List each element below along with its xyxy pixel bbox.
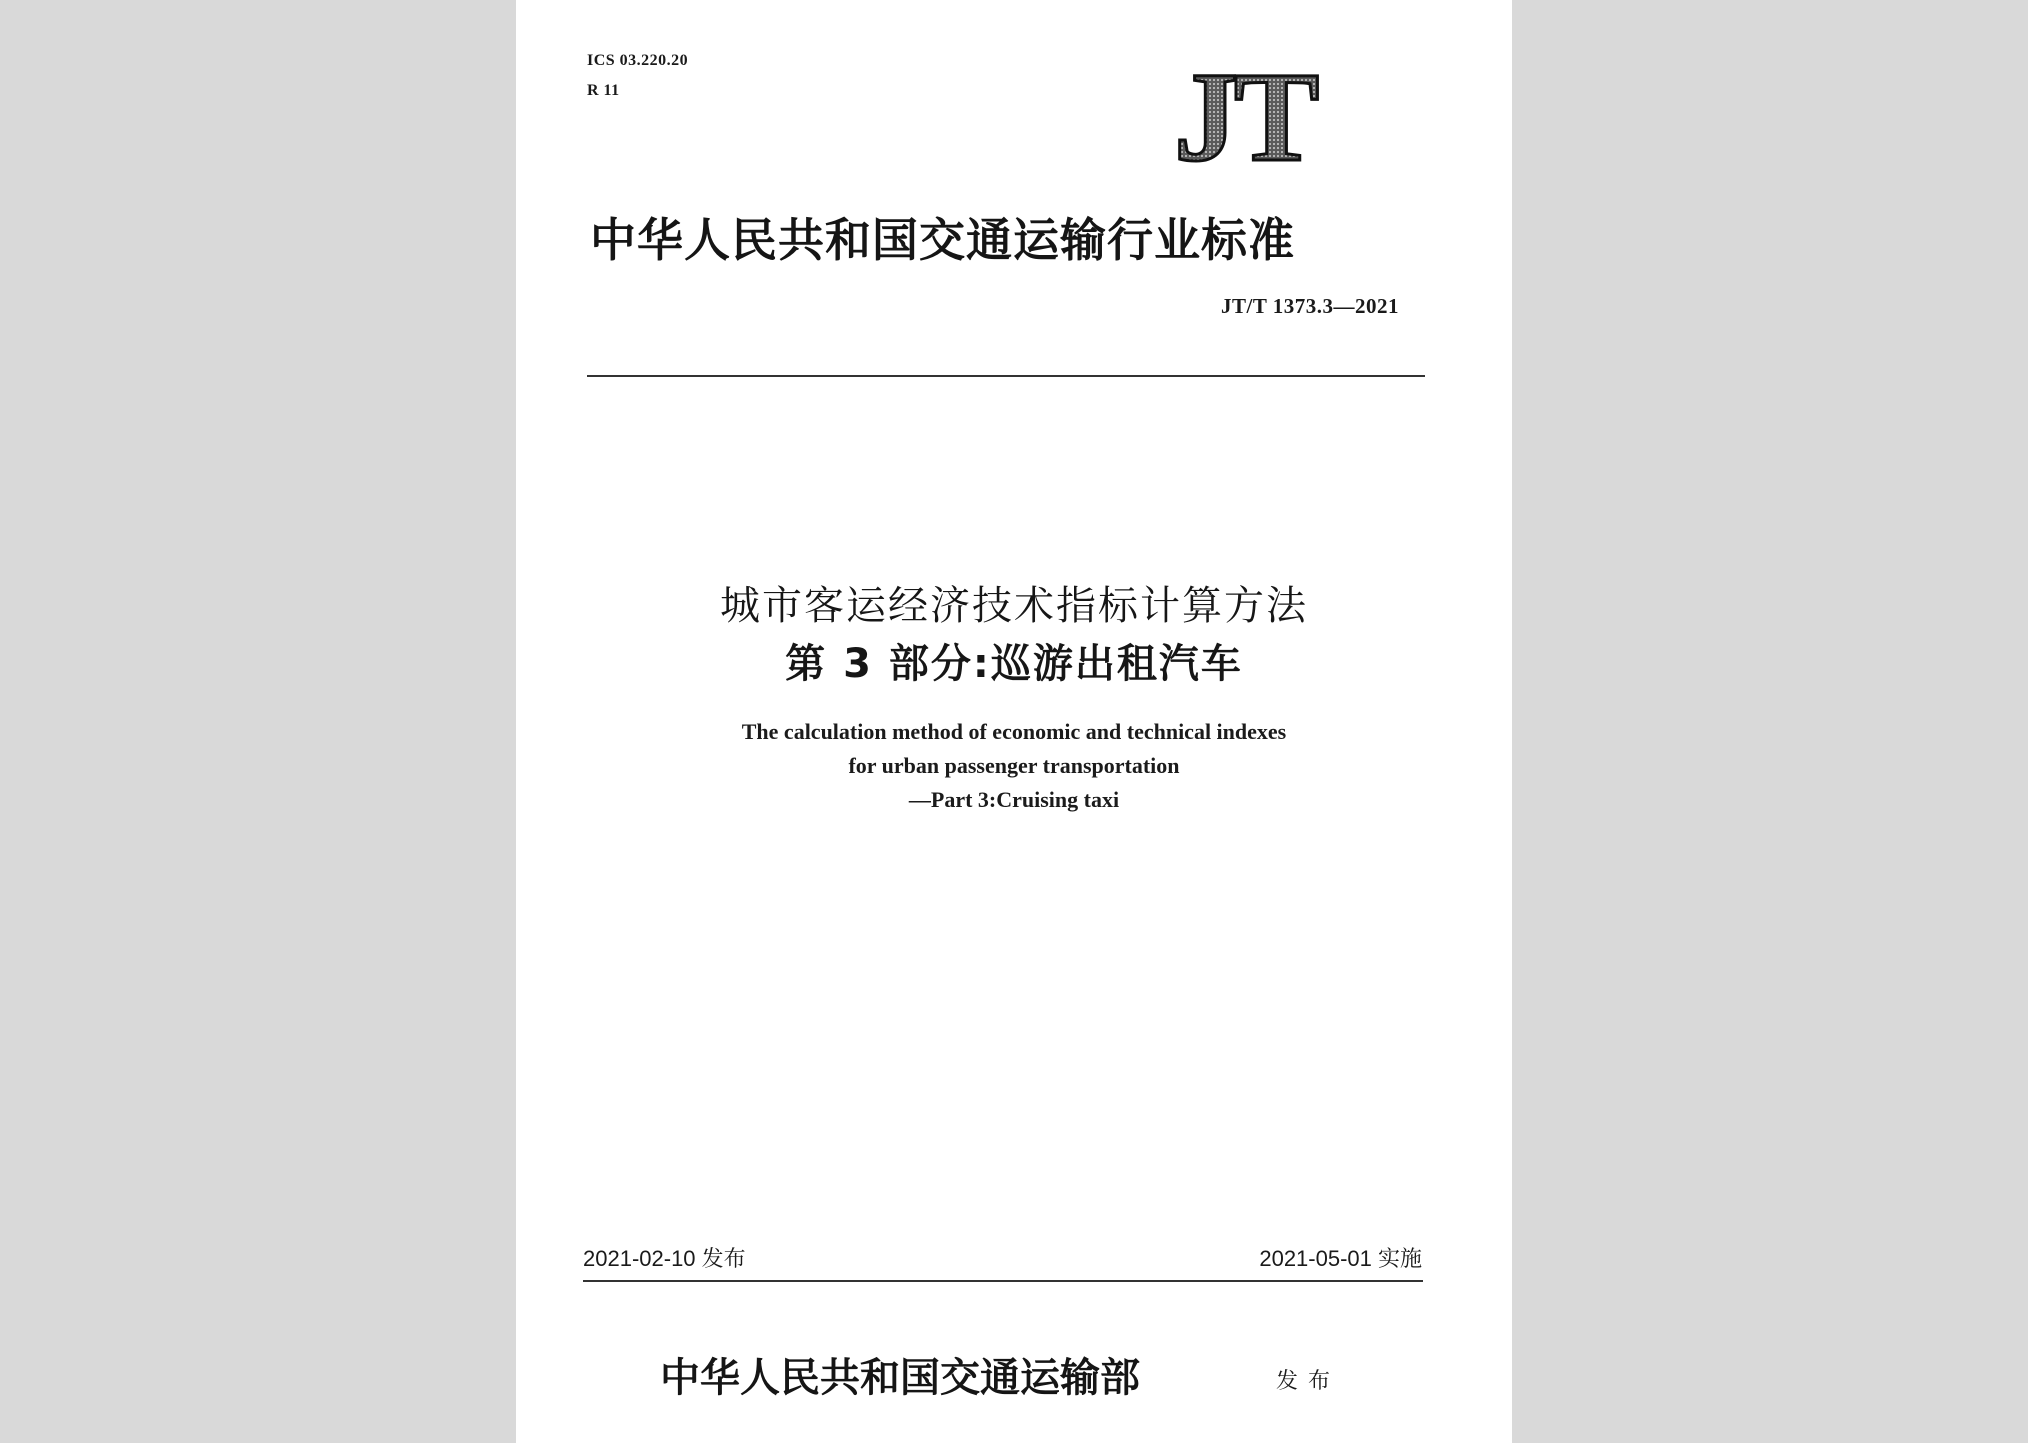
- document-page: [516, 0, 1512, 1443]
- title-cn-line2: 第 3 部分:巡游出租汽车: [785, 641, 1243, 687]
- title-cn-line1: 城市客运经济技术指标计算方法: [720, 583, 1308, 629]
- footer-divider: [583, 1280, 1423, 1282]
- ccs-code: R 11: [587, 82, 620, 99]
- title-en-line3: —Part 3:Cruising taxi: [908, 787, 1120, 812]
- title-en-line1: The calculation method of economic and technical indexes: [741, 719, 1287, 744]
- issue-date: 2021-02-10 发布: [583, 1246, 746, 1271]
- title-en-line2: for urban passenger transportation: [848, 753, 1180, 778]
- industry-standard-title: 中华人民共和国交通运输行业标准: [590, 213, 1295, 267]
- implementation-date: 2021-05-01 实施: [1259, 1246, 1422, 1271]
- issue-label: 发布: [1276, 1369, 1341, 1394]
- standard-number: JT/T 1373.3—2021: [1221, 294, 1399, 318]
- jt-logo: [1168, 66, 1386, 168]
- ics-code: ICS 03.220.20: [587, 52, 689, 69]
- logo-text: JT: [1174, 66, 1316, 168]
- header-divider: [587, 375, 1425, 377]
- issuer-name: 中华人民共和国交通运输部: [660, 1354, 1140, 1401]
